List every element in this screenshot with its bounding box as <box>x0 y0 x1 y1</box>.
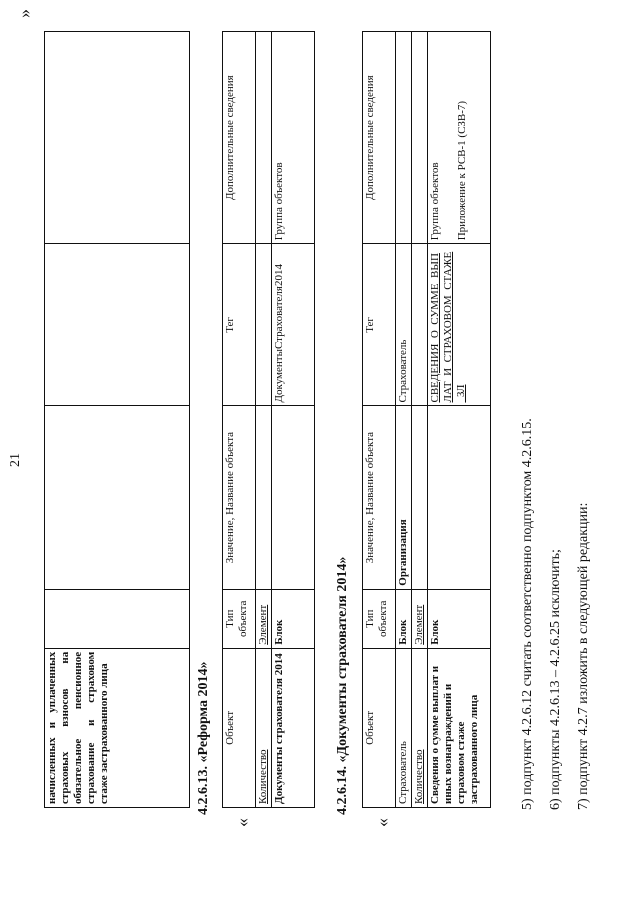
header-tag: Тег <box>363 244 396 406</box>
info-line-1: Группа объектов <box>429 162 441 241</box>
cell-tag: Страхователь <box>396 244 412 406</box>
cell-value: Организация <box>396 406 412 589</box>
header-tag: Тег <box>223 244 256 406</box>
section-heading-reform-2014: 4.2.6.13. «Реформа 2014» <box>196 661 211 815</box>
instruction-7: 7) подпункт 4.2.7 изложить в следующей редакции: <box>576 502 591 810</box>
cell-type: Блок <box>396 589 412 648</box>
continuation-cell: начисленных и уплаченных страховых взносов на обязательное пенсионное страхование и страховом стаже застрахованного лица <box>45 648 190 807</box>
table-header-row <box>363 32 396 808</box>
table-row <box>412 32 428 808</box>
header-info: Дополнительные сведения <box>363 32 396 244</box>
cell-tag: ДокументыСтрахователя2014 <box>272 244 315 406</box>
open-quote: « <box>232 818 252 827</box>
table-row <box>256 32 272 808</box>
cell-object: Документы страхователя 2014 <box>272 648 315 807</box>
cell-object: Страхователь <box>396 648 412 807</box>
element-label: Элемент <box>412 589 428 648</box>
cell-value <box>272 406 315 589</box>
instruction-6: 6) подпункты 4.2.6.13 – 4.2.6.25 исключить; <box>548 549 563 810</box>
header-type: Тип объекта <box>223 589 256 648</box>
element-label: Элемент <box>256 589 272 648</box>
header-object: Объект <box>223 648 256 807</box>
cell-info: Группа объектов <box>272 32 315 244</box>
table-row <box>396 32 412 808</box>
cell-object: Сведения о сумме выплат и иных вознаграждений и страховом стаже застрахованного лица <box>428 648 491 807</box>
cell-tag: СВЕДЕНИЯ_О_СУММЕ_ВЫПЛАТ_И_СТРАХОВОМ_СТАЖЕ_ЗЛ <box>428 244 491 406</box>
cell-type: Блок <box>428 589 491 648</box>
cell-type: Блок <box>272 589 315 648</box>
section-heading-insurer-docs-2014: 4.2.6.14. «Документы страхователя 2014» <box>335 556 350 815</box>
quantity-label: Количество <box>412 648 428 807</box>
open-quote: « <box>372 818 392 827</box>
table-row <box>428 32 491 808</box>
quantity-label: Количество <box>256 648 272 807</box>
cell-info <box>396 32 412 244</box>
instruction-5: 5) подпункт 4.2.6.12 считать соответственно подпунктом 4.2.6.15. <box>520 418 535 810</box>
cell-info <box>428 32 491 244</box>
info-line-2: Приложение к РСВ-1 (СЗВ-7) <box>456 100 468 241</box>
header-value: Значение, Название объекта <box>363 406 396 589</box>
continuation-table <box>44 31 190 808</box>
header-info: Дополнительные сведения <box>223 32 256 244</box>
closing-quote: » <box>14 9 34 18</box>
table-row <box>272 32 315 808</box>
reform-2014-table <box>222 31 315 808</box>
page-number: 21 <box>8 453 23 467</box>
cell-value <box>428 406 491 589</box>
insurer-docs-2014-table <box>362 31 491 808</box>
header-type: Тип объекта <box>363 589 396 648</box>
table-header-row <box>223 32 256 808</box>
header-value: Значение, Название объекта <box>223 406 256 589</box>
header-object: Объект <box>363 648 396 807</box>
